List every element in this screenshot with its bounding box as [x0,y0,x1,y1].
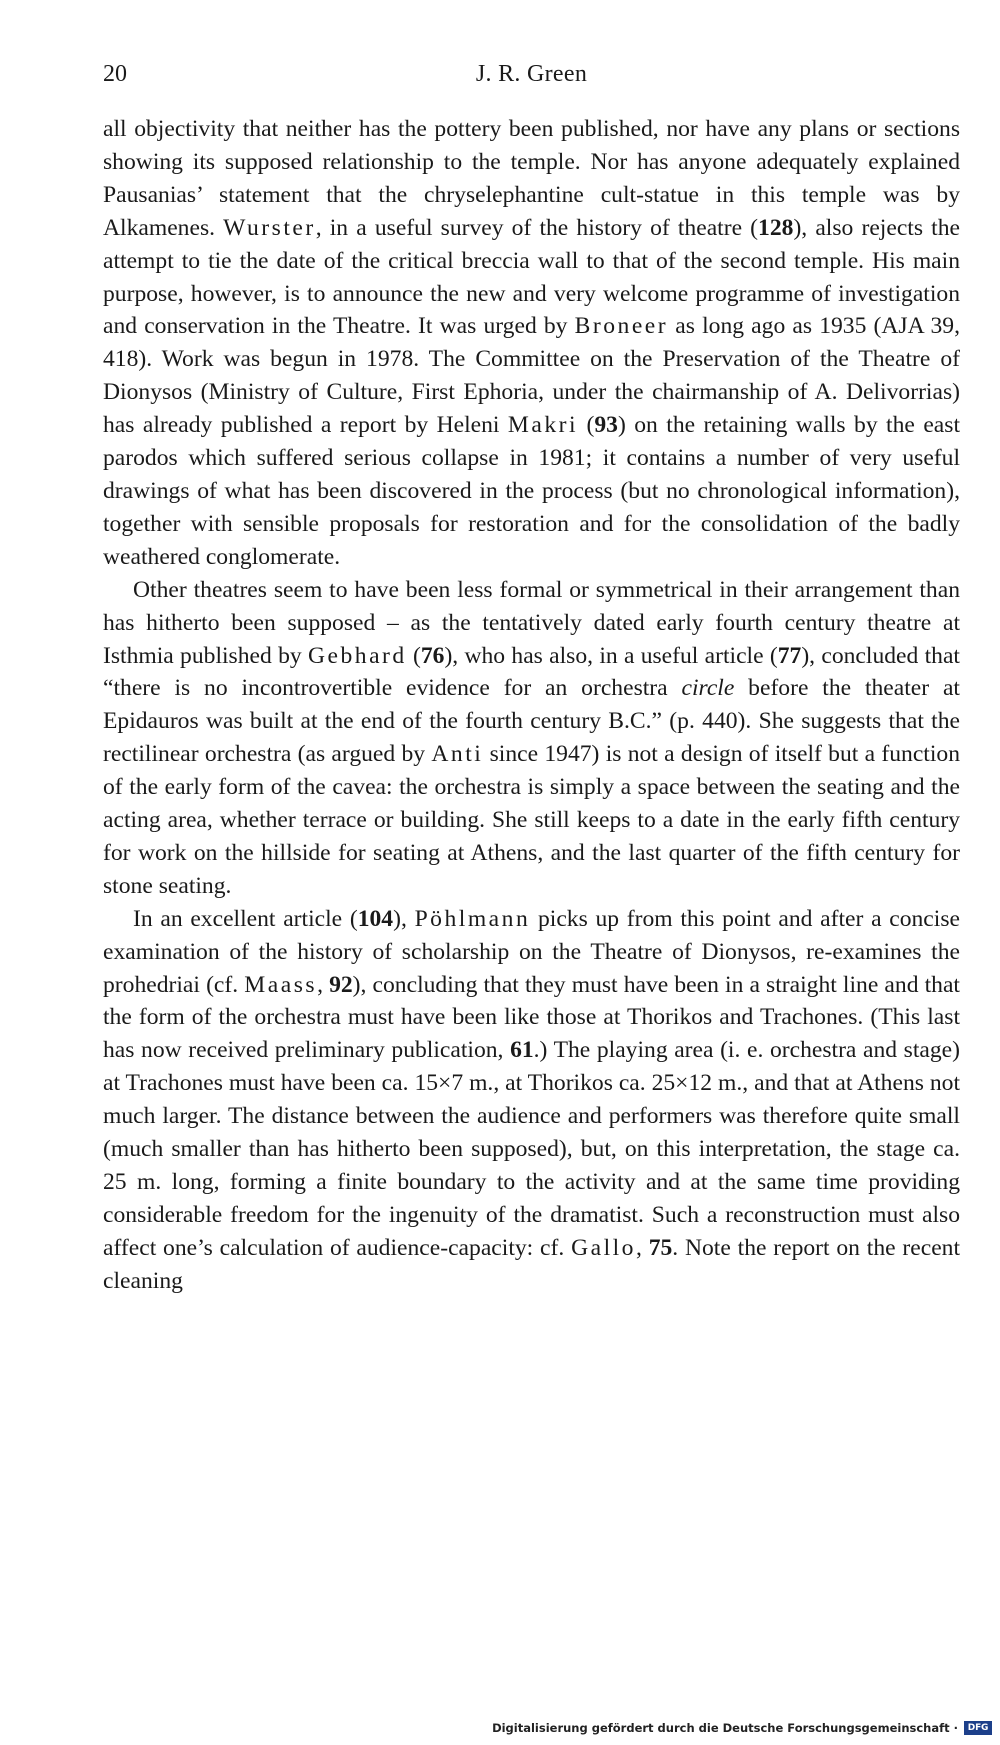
reference-number: 76 [420,642,445,669]
reference-number: 77 [777,642,802,669]
running-head-author: J. R. Green [475,61,588,87]
page-number: 20 [103,61,127,87]
body-text [103,113,960,1298]
paragraph: In an excellent article (104), Pöhlmann picks up from this point and after a concise examination of the history of scholarship on the Theatre of Dionysos, re-examines the prohedriai (cf. Maass, 92), concluding that they must have been in a straight line and that the form of the orchestra must have been like those at Thorikos and Trachones. (This last has now received preliminary publication, 61.) The playing area (i. e. orchestra and stage) at Trachones must have been ca. 15×7 m., at Thorikos ca. 25×12 m., and that at Athens not much larger. The distance between the audience and performers was therefore quite small (much smaller than has hitherto been supposed), but, on this interpretation, the stage ca. 25 m. long, forming a finite boundary to the activity and at the same time providing considerable freedom for the ingenuity of the dramatist. Such a reconstruction must also affect one’s calculation of audience-capacity: cf. Gallo, 75. Note the report on the recent cleaning [103,905,961,1294]
author-name: Wurster [223,214,316,241]
author-name: Pöhlmann [414,905,531,932]
author-name: Broneer [574,313,669,340]
italic-term: circle [681,675,735,702]
reference-number: 104 [357,905,394,932]
paragraph: all objectivity that neither has the pottery been published, nor have any plans or sections showing its supposed relationship to the temple. Nor has anyone adequately explained Pausanias’ statement that the chryselephantine cult-statue in this temple was by Alkamenes. Wurster, in a useful survey of the history of theatre (128), also rejects the attempt to tie the date of the critical breccia wall to that of the second temple. His main purpose, however, is to announce the new and very welcome programme of investigation and conservation in the Theatre. It was urged by Broneer as long ago as 1935 (AJA 39, 418). Work was begun in 1978. The Committee on the Preservation of the Theatre of Dionysos (Ministry of Culture, First Ephoria, under the chairmanship of A. Delivorrias) has already published a report by Heleni Makri (93) on the retaining walls by the east parodos which suffered serious collapse in 1981; it contains a number of very useful drawings of what has been discovered in the process (but no chronological information), together with sensible proposals for restoration and for the consolidation of the badly weathered conglomerate. [103,116,960,570]
reference-number: 128 [758,214,794,241]
author-name: Makri [507,412,579,439]
author-name: Anti [431,741,484,768]
reference-number: 61 [510,1037,534,1064]
digitization-footer [492,1717,992,1739]
reference-number: 92 [329,971,353,998]
footer-credit-text: Digitalisierung gefördert durch die Deutsche Forschungsgemeinschaft · [492,1721,958,1735]
dfg-logo-icon: DFG [964,1721,992,1735]
reference-number: 75 [648,1234,673,1261]
author-name: Maass [244,971,318,998]
author-name: Gallo [571,1234,636,1261]
reference-number: 93 [594,412,618,439]
paragraph: Other theatres seem to have been less formal or symmetrical in their arrangement than has hitherto been supposed – as the tentatively dated early fourth century theatre at Isthmia published by Gebhard (76), who has also, in a useful article (77), concluded that “there is no incontrovertible evidence for an orchestra circle before the theater at Epidauros was built at the end of the fourth century B.C.” (p. 440). She suggests that the rectilinear orchestra (as argued by Anti since 1947) is not a design of itself but a function of the early form of the cavea: the orchestra is simply a space between the seating and the acting area, whether terrace or building. She still keeps to a date in the early fifth century for work on the hillside for seating at Athens, and the last quarter of the fifth century for stone seating. [103,576,960,899]
running-header [103,56,960,92]
author-name: Gebhard [307,642,407,669]
